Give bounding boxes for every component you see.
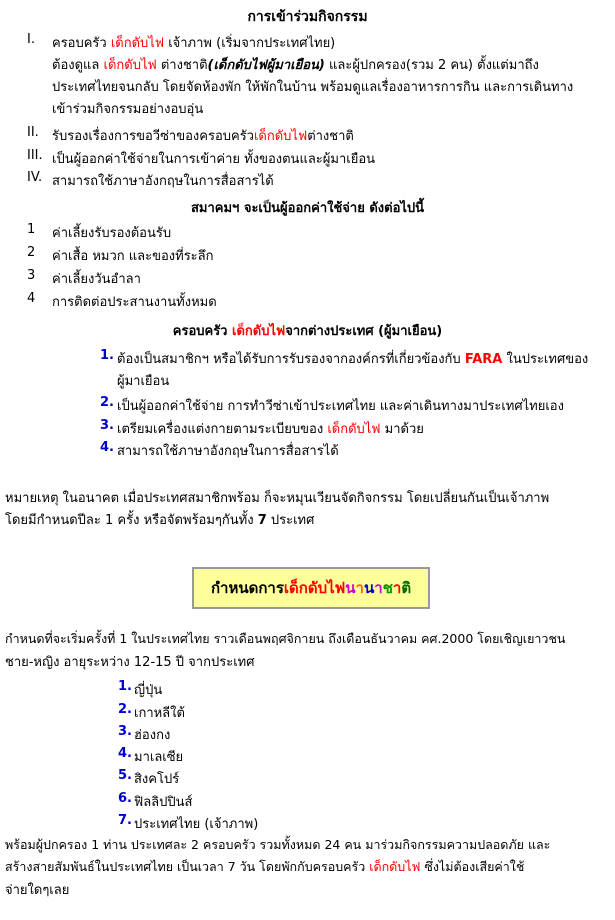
host-item-4-num: IV.	[27, 170, 43, 185]
visitor-item-1-num: 1.	[100, 348, 114, 363]
visitor-item-1-text	[117, 348, 588, 369]
host-item-1-l2a: ต้องดูแล	[52, 58, 104, 73]
schedule-title-char-5: ช	[382, 579, 393, 597]
visitor-item-3-text	[117, 418, 424, 439]
visitor-item-1-a: ต้องเป็นสมาชิกฯ หรือได้รับการรับรองจากองค์กรที่เกี่ยวข้องกับ	[117, 352, 465, 367]
visitor-heading-red: เด็กดับไฟ	[232, 324, 286, 339]
assoc-item-4-text: การติดต่อประสานงานทั้งหมด	[52, 295, 217, 310]
assoc-item-3-num: 3	[27, 268, 36, 283]
schedule-title-box	[192, 567, 430, 609]
closing-line2-a: สร้างสายสัมพันธ์ในประเทศไทย เป็นเวลา 7 วัน โดยพักกับครอบครัว	[5, 859, 370, 874]
host-item-1-line4: เข้าร่วมกิจกรรมอย่างอบอุ่น	[52, 102, 204, 117]
visitor-item-3-a: เตรียมเครื่องแต่งกายตามระเบียบของ	[117, 422, 328, 437]
country-4-num: 4.	[118, 746, 132, 761]
visitor-item-1-line2: ผู้มาเยือน	[117, 374, 170, 389]
host-item-1-l2red: เด็กดับไฟ	[103, 58, 157, 73]
visitor-item-3-num: 3.	[100, 418, 114, 433]
host-item-4-text: สามารถใช้ภาษาอังกฤษในการสื่อสารได้	[52, 174, 274, 189]
association-heading: สมาคมฯ จะเป็นผู้ออกค่าใช้จ่าย ดังต่อไปนี้	[190, 201, 425, 216]
visitor-item-1-fara: FARA	[464, 352, 503, 367]
closing-line1: พร้อมผู้ปกครอง 1 ท่าน ประเทศละ 2 ครอบครัว รวมทั้งหมด 24 คน มาร่วมกิจกรรมความปลอดภัย และ	[5, 837, 551, 852]
host-item-2-a: รับรองเรื่องการขอวีซ่าของครอบครัว	[52, 129, 254, 144]
visitor-item-2-num: 2.	[100, 395, 114, 410]
host-item-1-line2	[52, 54, 539, 75]
visitor-item-3-red: เด็กดับไฟ	[327, 422, 381, 437]
host-item-3-text: เป็นผู้ออกค่าใช้จ่ายในการเข้าค่าย ทั้งของตนและผู้มาเยือน	[52, 152, 376, 167]
country-4-name: มาเลเซีย	[134, 750, 184, 765]
host-item-1-text-b: เจ้าภาพ (เริ่มจากประเทศไทย)	[164, 36, 336, 51]
country-1-num: 1.	[118, 679, 132, 694]
host-item-2-num: II.	[27, 125, 39, 140]
host-item-1-line1	[52, 32, 335, 53]
visitor-item-3-b: มาด้วย	[380, 422, 424, 437]
visitor-item-4-text: สามารถใช้ภาษาอังกฤษในการสื่อสารได้	[117, 444, 339, 459]
visitor-item-4-num: 4.	[100, 440, 114, 455]
schedule-title-a: กำหนดการ	[210, 579, 284, 597]
assoc-item-1-num: 1	[27, 222, 36, 237]
note-line2	[5, 509, 314, 530]
note-line2-b: ประเทศ	[266, 513, 315, 528]
assoc-item-1-text: ค่าเลี้ยงรับรองต้อนรับ	[52, 226, 172, 241]
host-item-1-line3: ประเทศไทยจนกลับ โดยจัดห้องพัก ให้พักในบ้าน พร้อมดูแลเรื่องอาหารการกิน และการเดินทาง	[52, 80, 574, 95]
country-1-name: ญี่ปุ่น	[134, 683, 163, 698]
schedule-title-char-6: า	[392, 579, 402, 597]
host-item-1-l2b: ต่างชาติ	[156, 58, 208, 73]
country-7-num: 7.	[118, 813, 132, 828]
host-item-2-text	[52, 125, 354, 146]
visitor-heading-b: จากต่างประเทศ (ผู้มาเยือน)	[285, 324, 443, 339]
closing-line2-b: ซึ่งไม่ต้องเสียค่าใช้	[420, 859, 525, 874]
host-item-1-red: เด็กดับไฟ	[110, 36, 165, 51]
host-item-2-red: เด็กดับไฟ	[253, 129, 308, 144]
visitor-heading	[0, 320, 615, 341]
schedule-title-char-1: น	[345, 579, 356, 597]
schedule-line1: กำหนดที่จะเริ่มครั้งที่ 1 ในประเทศไทย ราวเดือนพฤศจิกายน ถึงเดือนธันวาคม คศ.2000 โดยเชิญเยาวชน	[5, 631, 566, 646]
country-5-name: สิงคโปร์	[134, 772, 180, 787]
schedule-title-char-7: ติ	[401, 579, 412, 597]
page-title: การเข้าร่วมกิจกรรม	[247, 9, 368, 25]
country-6-name: ฟิลลิปปินส์	[134, 795, 193, 810]
note-line1: หมายเหตุ ในอนาคต เมื่อประเทศสมาชิกพร้อม ก็จะหมุนเวียนจัดกิจกรรม โดยเปลี่ยนกันเป็นเจ้าภาพ	[5, 491, 550, 506]
schedule-line2: ชาย-หญิง อายุระหว่าง 12-15 ปี จากประเทศ	[5, 655, 255, 670]
country-3-num: 3.	[118, 724, 132, 739]
country-3-name: ฮ่องกง	[134, 728, 171, 743]
schedule-title-char-2: า	[355, 579, 364, 597]
closing-line3: จ่ายใดๆเลย	[5, 883, 70, 898]
visitor-item-2-text: เป็นผู้ออกค่าใช้จ่าย การทำวีซ่าเข้าประเทศไทย และค่าเดินทางมาประเทศไทยเอง	[117, 399, 564, 414]
country-2-name: เกาหลีใต้	[134, 706, 185, 721]
host-item-1-l2c: และผู้ปกครอง(รวม 2 คน) ตั้งแต่มาถึง	[324, 58, 539, 73]
schedule-title-char-4: า	[374, 579, 383, 597]
assoc-item-2-text: ค่าเสื้อ หมวก และของที่ระลึก	[52, 249, 214, 264]
assoc-item-4-num: 4	[27, 291, 36, 306]
country-6-num: 6.	[118, 791, 132, 806]
assoc-item-3-text: ค่าเลี้ยงวันอำลา	[52, 272, 141, 287]
host-item-1-text-a: ครอบครัว	[52, 36, 111, 51]
host-item-3-num: III.	[27, 148, 43, 163]
host-item-2-b: ต่างชาติ	[307, 129, 354, 144]
closing-line2	[5, 857, 524, 877]
schedule-title-char-3: น	[363, 579, 375, 597]
visitor-item-1-b: ในประเทศของ	[502, 352, 589, 367]
country-5-num: 5.	[118, 768, 132, 783]
host-item-1-num: I.	[27, 32, 35, 47]
closing-line2-red: เด็กดับไฟ	[369, 859, 421, 874]
host-item-1-l2italic: (เด็กดับไฟผู้มาเยือน)	[207, 58, 325, 73]
note-line2-a: โดยมีกำหนดปีละ 1 ครั้ง หรือจัดพร้อมๆกันทั้ง	[5, 513, 258, 528]
schedule-title-red: เด็กดับไฟ	[283, 579, 346, 597]
note-line2-bold: 7	[257, 513, 267, 528]
country-2-num: 2.	[118, 702, 132, 717]
country-7-name: ประเทศไทย (เจ้าภาพ)	[134, 817, 259, 832]
assoc-item-2-num: 2	[27, 245, 36, 260]
visitor-heading-a: ครอบครัว	[172, 324, 233, 339]
